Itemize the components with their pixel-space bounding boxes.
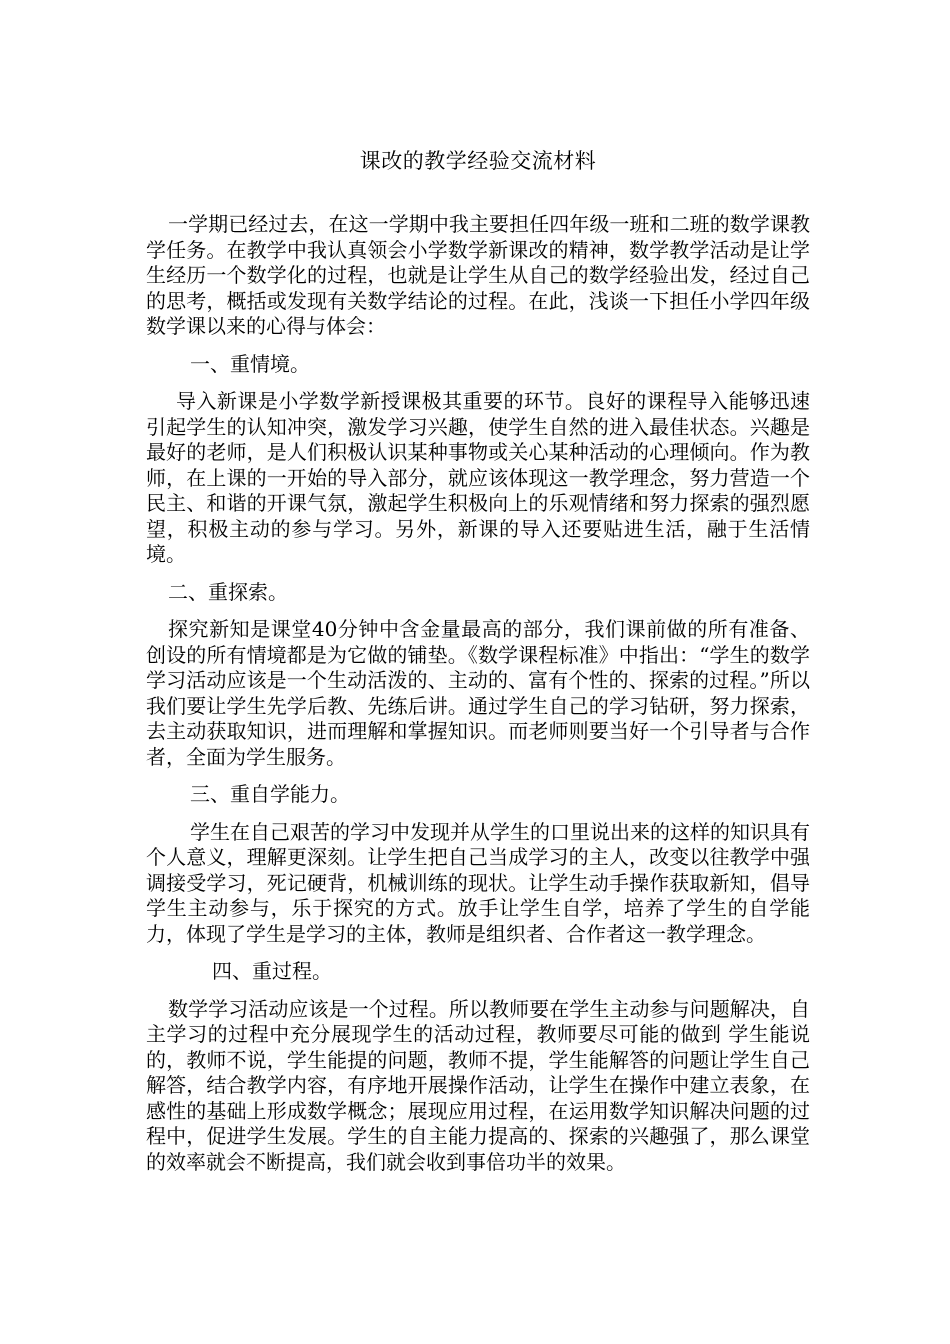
section-paragraph-self-study: 学生在自己艰苦的学习中发现并从学生的口里说出来的这样的知识具有个人意义，理解更深刻。让学生把自己当成学习的主人，改变以往教学中强调接受学习，死记硬背，机械训练的现状。让学生动手操作获取新知，倡导学生主动参与，乐于探究的方式。放手让学生自学，培养了学生的自学能力，体现了学生是学习的主体，教师是组织者、合作者这一教学理念。 [146,819,810,946]
document-title: 课改的教学经验交流材料 [359,149,597,173]
section-paragraph-process: 数学学习活动应该是一个过程。所以教师要在学生主动参与问题解决，自主学习的过程中充分展现学生的活动过程，教师要尽可能的做到 学生能说的，教师不说，学生能提的问题，教师不提，学生能解答的问题让学生自己解答，结合教学内容，有序地开展操作活动，让学生在操作中建立表象，在感性的基础上形成数学概念；展现应用过程，在运用数学知识解决问题的过程中，促进学生发展。学生的自主能力提高的、探索的兴趣强了，那么课堂的效率就会不断提高，我们就会收到事倍功半的效果。 [146,996,810,1174]
section-paragraph-exploration: 探究新知是课堂40分钟中含金量最高的部分，我们课前做的所有准备、创设的所有情境都是为它做的铺垫。《数学课程标准》中指出：“学生的数学学习活动应该是一个生动活泼的、主动的、富有个性的、探索的过程。”所以我们要让学生先学后教、先练后讲。通过学生自己的学习钻研，努力探索，去主动获取知识，进而理解和掌握知识。而老师则要当好一个引导者与合作者，全面为学生服务。 [146,617,810,769]
document-body [146,148,810,1187]
intro-paragraph: 一学期已经过去，在这一学期中我主要担任四年级一班和二班的数学课教学任务。在教学中我认真领会小学数学新课改的精神，数学教学活动是让学生经历一个数学化的过程，也就是让学生从自己的数学经验出发，经过自己的思考，概括或发现有关数学结论的过程。在此，浅谈一下担任小学四年级数学课以来的心得与体会： [146,212,810,338]
section-heading-situation: 一、重情境。 [190,351,310,376]
section-heading-self-study: 三、重自学能力。 [190,782,350,806]
section-paragraph-situation: 导入新课是小学数学新授课极其重要的环节。良好的课程导入能够迅速引起学生的认知冲突，激发学习兴趣，使学生自然的进入最佳状态。兴趣是最好的老师，是人们积极认识某种事物或关心某种活动的心理倾向。作为教师，在上课的一开始的导入部分，就应该体现这一教学理念，努力营造一个民主、和谐的开课气氛，激起学生积极向上的乐观情绪和努力探索的强烈愿望，积极主动的参与学习。另外，新课的导入还要贴进生活，融于生活情境。 [146,389,810,566]
section-heading-process: 四、重过程。 [212,959,332,983]
section-heading-exploration: 二、重探索。 [168,579,288,604]
